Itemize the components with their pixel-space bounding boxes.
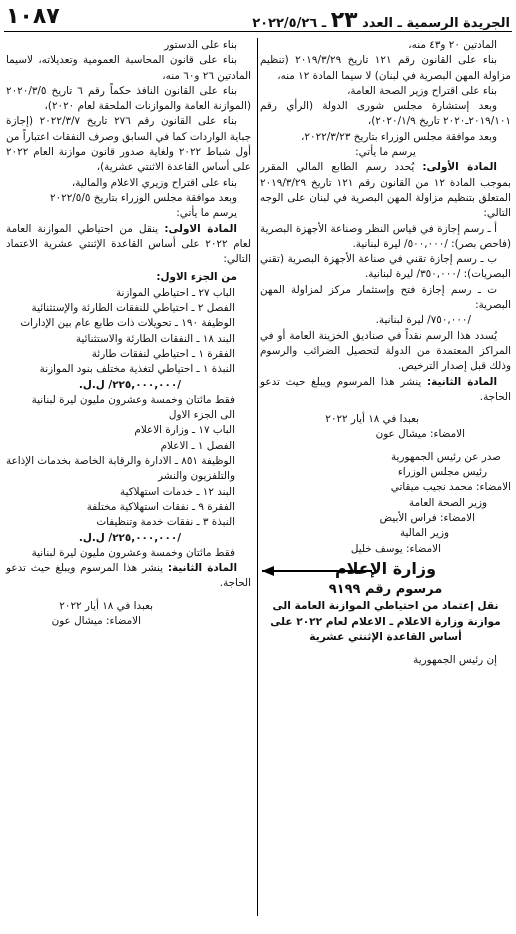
transfer-amount: /٢٢٥,٠٠٠,٠٠٠/ ل.ل. xyxy=(78,378,181,391)
to-part-heading: الى الجزء الاول xyxy=(168,409,235,422)
signature-date: بعبدا في ١٨ أيار ٢٠٢٢ xyxy=(59,599,153,612)
article-2 xyxy=(6,561,251,592)
signature-line: الامضاء: ميشال عون xyxy=(51,614,141,627)
decree-formula: يرسم ما يأتي: xyxy=(176,207,237,220)
signature-line: صدر عن رئيس الجمهورية xyxy=(390,450,501,463)
budget-line: الوظيفة ٨٥١ ـ الادارة والرقابة الخاصة بخدمات الإذاعة والتلفزيون والنشر xyxy=(6,455,235,483)
paragraph: وبعد موافقة مجلس الوزراء بتاريخ ٢٠٢٢/٥/٥ xyxy=(49,191,237,204)
signature-line: الامضاء: ميشال عون xyxy=(375,428,465,441)
paragraph: المادتين ٢٠ و٤٣ منه، xyxy=(408,39,497,51)
article-lead: المادة الأولى: xyxy=(422,161,497,174)
article-lead: المادة الاولى: xyxy=(164,222,237,235)
article-1 xyxy=(6,222,251,268)
article-lead: المادة الثانية: xyxy=(427,375,498,388)
transfer-amount: /٢٢٥,٠٠٠,٠٠٠/ ل.ل. xyxy=(78,531,181,544)
signature-date: بعبدا في ١٨ أيار ٢٠٢٢ xyxy=(325,413,419,426)
article-2 xyxy=(260,375,511,406)
from-part-heading: من الجزء الاول: xyxy=(156,271,237,284)
budget-line: الباب ٢٧ ـ احتياطي الموازنة xyxy=(115,286,235,299)
budget-line: الفصل ١ ـ الاعلام xyxy=(160,439,235,452)
signature-line: وزير الصحة العامة xyxy=(409,496,487,509)
left-column xyxy=(6,38,251,629)
amount-in-words: فقط مائتان وخمسة وعشرون مليون ليرة لبنانية xyxy=(31,393,235,406)
paragraph: بناء على القانون رقم ٢٧٦ تاريخ ٢٠٢٢/٣/٧ (إجازة جباية الواردات كما في السابق وصرف النفقات اعتباراً من أول شباط ٢٠٢٢ ولغاية صدور قانون موازنة العام ٢٠٢٢ على أساس القاعدة الاثنتي عشرية)، xyxy=(6,115,251,174)
paragraph: بناء على القانون رقم ١٢١ تاريخ ٢٠١٩/٣/٢٩ (تنظيم مزاولة المهن البصرية في لبنان) لا سيما المادة ١٢ منه، xyxy=(260,54,511,82)
section-title: وزارة الإعلام xyxy=(334,558,437,578)
amount-in-words: فقط مائتان وخمسة وعشرون مليون ليرة لبنانية xyxy=(31,546,235,559)
header-rule xyxy=(4,31,512,32)
issue-date: ـ ٢٠٢٢/٥/٢٦ xyxy=(252,16,327,31)
decree-formula: يرسم ما يأتي: xyxy=(355,146,416,159)
paragraph: وبعد موافقة مجلس الوزراء بتاريخ ٢٠٢٢/٣/٢٣، xyxy=(301,130,497,143)
budget-line: البند ١٢ ـ خدمات استهلاكية xyxy=(120,485,235,498)
budget-line: الفقرة ٩ ـ نفقات استهلاكية مختلفة xyxy=(86,500,235,513)
signature-line: رئيس مجلس الوزراء xyxy=(397,466,487,479)
paragraph: بناء على اقتراح وزيري الاعلام والمالية، xyxy=(71,176,237,189)
decree-opening: إن رئيس الجمهورية xyxy=(413,653,497,666)
article-lead: المادة الثانية: xyxy=(167,562,238,575)
paragraph: بناء على اقتراح وزير الصحة العامة، xyxy=(347,84,497,97)
budget-line: الفصل ٢ ـ احتياطي للنفقات الطارئة والإستثنائية xyxy=(31,302,235,315)
budget-line: الوظيفة ١٩٠ ـ تحويلات ذات طابع عام بين الإدارات xyxy=(20,317,235,330)
paragraph: وبعد إستشارة مجلس شورى الدولة (الرأي رقم ٢٠١٩/١٠١ـ٢٠٢٠ تاريخ ٢٠٢٠/١/٩)، xyxy=(260,100,511,128)
paragraph: بناء على قانون المحاسبة العمومية وتعديلاته، لاسيما المادتين ٢٦ و٦٠ منه، xyxy=(6,54,251,82)
article-text: يُحدد رسم الطابع المالي المقرر بموجب المادة ١٢ من القانون رقم ١٢١ تاريخ ٢٠١٩/٣/٢٩ المتعلق بتنظيم مزاولة المهن البصرية في لبنان على الوجه التالي: xyxy=(260,161,512,220)
fee-amount: /٧٥٠,٠٠٠/ ليرة لبنانية. xyxy=(375,314,471,327)
article-1 xyxy=(260,160,511,221)
page-header xyxy=(4,4,512,32)
signature-line: الامضاء: يوسف خليل xyxy=(350,542,441,555)
budget-line: الفقرة ١ ـ احتياطي لنفقات طارئة xyxy=(91,347,235,360)
paragraph: بناء على الدستور xyxy=(164,39,237,51)
signature-line: الامضاء: محمد نجيب ميقاتي xyxy=(390,481,511,494)
article-text: ينشر هذا المرسوم ويبلغ حيث تدعو الحاجة. xyxy=(260,375,511,403)
signature-line: وزير المالية xyxy=(399,527,449,540)
fee-item: أ ـ رسم إجازة في قياس النظر وصناعة الأجهزة البصرية (فاحص بصر): /٥٠٠,٠٠٠/ ليرة لبنانية. xyxy=(260,222,511,250)
decree-title: مرسوم رقم ٩١٩٩ xyxy=(328,582,443,598)
paragraph: يُسدد هذا الرسم نقداً في صناديق الخزينة العامة أو في المراكز المعتمدة من الدولة لتحصيل الضرائب والرسوم وذلك قبل إصدار الترخيص. xyxy=(260,329,511,373)
budget-line: النبذة ٣ ـ نفقات خدمة وتنظيفات xyxy=(96,516,235,529)
fee-item: ب ـ رسم إجازة تقني في صناعة الأجهزة البصرية (تقني البصريات): /٣٥٠,٠٠٠/ ليرة لبنانية. xyxy=(260,253,511,281)
budget-line: النبذة ١ ـ احتياطي لتغذية مختلف بنود الموازنة xyxy=(39,363,235,376)
article-text: ينقل من احتياطي الموازنة العامة لعام ٢٠٢٢ على أساس القاعدة الإثنتي عشرية الاعتماد التالي: xyxy=(6,222,251,266)
section-heading xyxy=(260,558,511,578)
budget-line: البند ١٨ ـ النفقات الطارئة والاستثنائية xyxy=(75,332,235,345)
right-column xyxy=(260,38,511,668)
signature-line: الامضاء: فراس الأبيض xyxy=(379,511,475,524)
article-text: ينشر هذا المرسوم ويبلغ حيث تدعو الحاجة. xyxy=(6,562,251,590)
decree-subtitle: نقل إعتماد من احتياطي الموازنة العامة الى موازنة وزارة الاعلام ـ الاعلام لعام ٢٠٢٢ على أساس القاعدة الإثنتي عشرية xyxy=(270,600,501,644)
section-arrow-rule xyxy=(262,570,372,572)
column-divider xyxy=(257,38,258,916)
issue-number: ٢٣ xyxy=(330,8,358,33)
budget-line: الباب ١٧ ـ وزارة الاعلام xyxy=(134,424,235,437)
title-prefix: الجريدة الرسمية ـ العدد xyxy=(362,16,510,31)
fee-item: ت ـ رسم إجازة فتح وإستثمار مركز لمزاولة المهن البصرية: xyxy=(260,283,511,312)
page-number: ١٠٨٧ xyxy=(6,4,60,29)
gazette-title xyxy=(252,8,510,33)
paragraph: بناء على القانون النافذ حكماً رقم ٦ تاريخ ٢٠٢٠/٣/٥ (الموازنة العامة والموازنات الملحقة لعام ٢٠٢٠)، xyxy=(6,84,251,113)
